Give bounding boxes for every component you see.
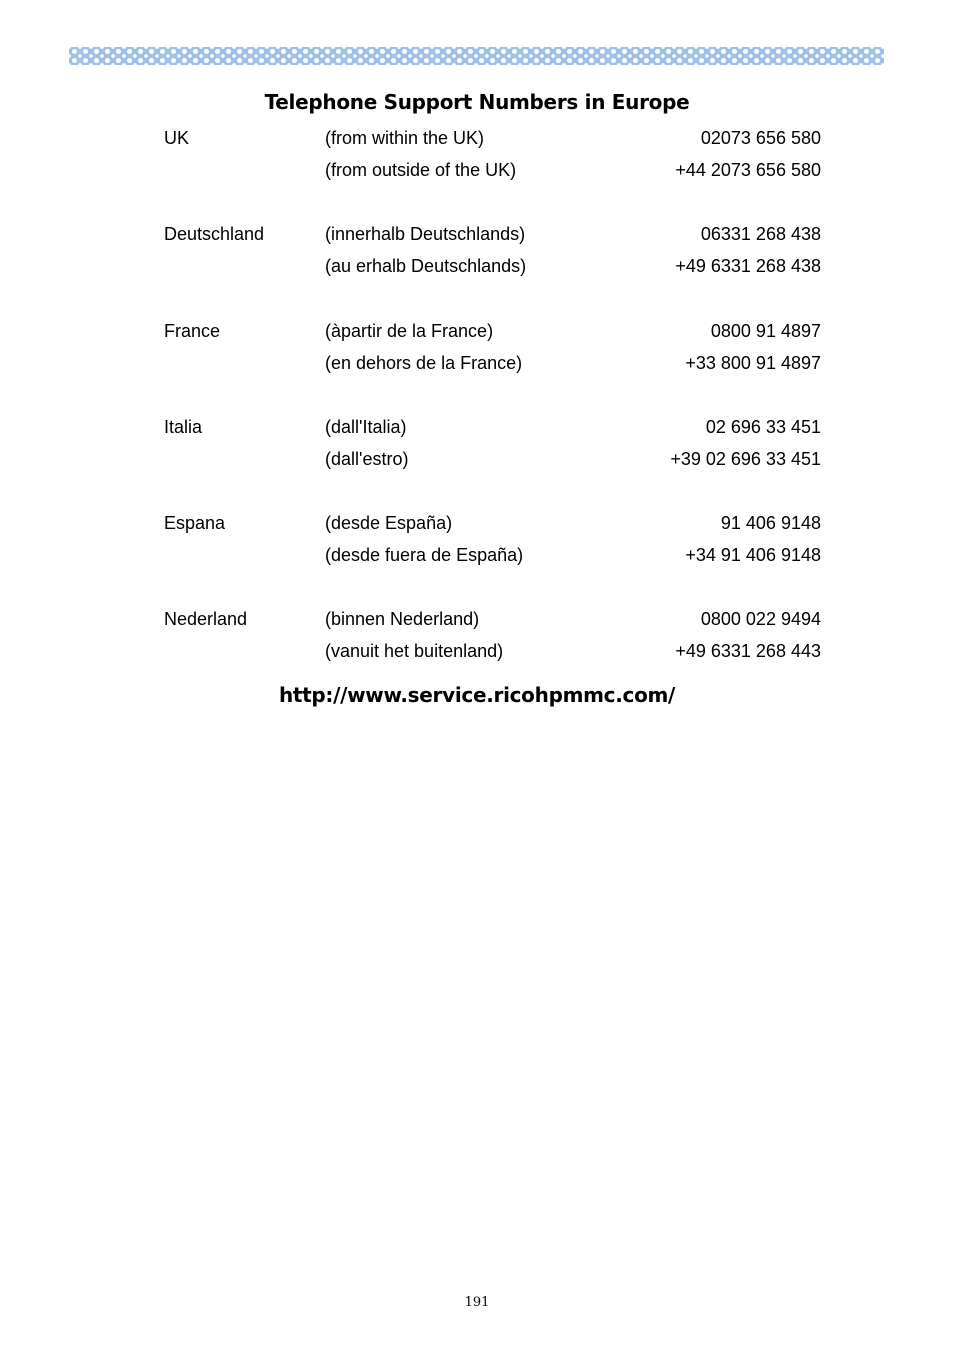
list-item — [0, 350, 954, 376]
phone-number: +49 6331 268 443 — [675, 641, 821, 661]
list-item — [0, 510, 954, 536]
country-name: Italia — [164, 417, 203, 437]
decorative-banner — [69, 47, 884, 65]
phone-number: 0800 91 4897 — [710, 321, 821, 341]
country-name: Espana — [164, 513, 226, 533]
page-number: 191 — [464, 1295, 490, 1310]
list-item — [0, 253, 954, 279]
phone-number: +44 2073 656 580 — [675, 160, 821, 180]
dialing-note: (innerhalb Deutschlands) — [325, 224, 526, 244]
list-item — [0, 446, 954, 472]
support-url: http://www.service.ricohpmmc.com/ — [278, 683, 676, 707]
dialing-note: (dall'Italia) — [325, 417, 407, 437]
phone-number: +39 02 696 33 451 — [670, 449, 821, 469]
dialing-note: (àpartir de la France) — [325, 321, 494, 341]
country-name: Nederland — [164, 609, 248, 629]
phone-number: 02 696 33 451 — [705, 417, 821, 437]
dialing-note: (desde fuera de España) — [325, 545, 524, 565]
phone-number: 06331 268 438 — [700, 224, 821, 244]
phone-number: +49 6331 268 438 — [675, 256, 821, 276]
country-name: Deutschland — [164, 224, 265, 244]
list-item — [0, 157, 954, 183]
dialing-note: (desde España) — [325, 513, 453, 533]
country-name: France — [164, 321, 221, 341]
phone-number: 91 406 9148 — [720, 513, 821, 533]
dialing-note: (en dehors de la France) — [325, 353, 523, 373]
dialing-note: (from outside of the UK) — [325, 160, 517, 180]
dialing-note: (au erhalb Deutschlands) — [325, 256, 527, 276]
phone-number: 02073 656 580 — [700, 128, 821, 148]
dialing-note: (binnen Nederland) — [325, 609, 480, 629]
list-item — [0, 414, 954, 440]
list-item — [0, 638, 954, 664]
list-item — [0, 542, 954, 568]
list-item — [0, 318, 954, 344]
dialing-note: (from within the UK) — [325, 128, 485, 148]
list-item — [0, 125, 954, 151]
dialing-note: (vanuit het buitenland) — [325, 641, 504, 661]
country-name: UK — [164, 128, 190, 148]
phone-number: +33 800 91 4897 — [685, 353, 821, 373]
page-title: Telephone Support Numbers in Europe — [264, 90, 690, 114]
phone-number: +34 91 406 9148 — [685, 545, 821, 565]
phone-number: 0800 022 9494 — [700, 609, 821, 629]
list-item — [0, 606, 954, 632]
list-item — [0, 221, 954, 247]
dialing-note: (dall'estro) — [325, 449, 409, 469]
